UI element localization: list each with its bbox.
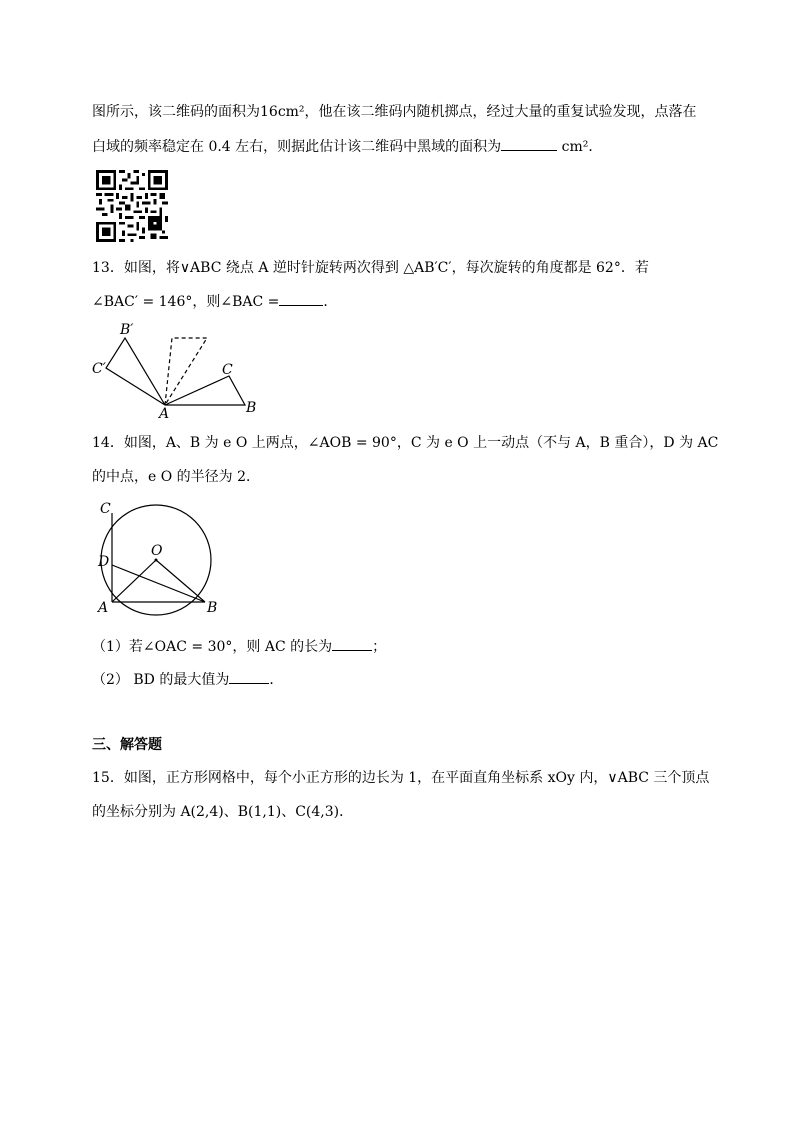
segment-OB	[156, 560, 205, 602]
q15-line2: 的坐标分别为 A(2,4)、B(1,1)、C(4,3)．	[92, 804, 354, 820]
q13-rotation-figure	[88, 318, 278, 418]
q13-line2-end: ．	[323, 294, 338, 310]
q14-part2-text: （2） BD 的最大值为	[92, 672, 230, 688]
segment-DB	[112, 565, 205, 602]
label-B: B	[207, 600, 218, 616]
answer-blank	[501, 138, 557, 151]
q13-line2-text: ∠BAC′ = 146°，则∠BAC =	[92, 294, 280, 310]
q14-part2	[92, 670, 283, 690]
answer-blank	[229, 671, 269, 684]
q12-line2-text: 白域的频率稳定在 0.4 左右，则据此估计该二维码中黑域的面积为	[92, 139, 502, 155]
label-O: O	[151, 543, 163, 559]
label-B-prime: B′	[120, 322, 134, 338]
q14-line1: 14．如图，A、B 为 e O 上两点，∠AOB = 90°，C 为 e O 上一动点（不与 A，B 重合），D 为 AC	[92, 435, 719, 451]
q14-circle-figure	[90, 498, 230, 618]
q15-line1: 15．如图，正方形网格中，每个小正方形的边长为 1，在平面直角坐标系 xOy 内，∨ABC 三个顶点	[92, 770, 710, 786]
answer-blank	[332, 638, 372, 651]
q13-line2	[92, 292, 337, 312]
q12-line1: 图所示，该二维码的面积为16cm²，他在该二维码内随机掷点，经过大量的重复试验发现，点落在	[92, 104, 697, 120]
answer-blank	[279, 293, 323, 306]
label-A: A	[159, 406, 170, 418]
q14-part2-end: ．	[269, 672, 284, 688]
qr-code-image	[96, 170, 168, 242]
section-title: 三、解答题	[92, 737, 162, 753]
label-B: B	[246, 400, 257, 416]
triangle-AB1C1	[106, 338, 165, 405]
q14-line2: 的中点，e O 的半径为 2．	[92, 469, 261, 485]
label-C-prime: C′	[92, 361, 106, 377]
q14-part1-text: （1）若∠OAC = 30°，则 AC 的长为	[92, 639, 333, 655]
label-C: C	[222, 362, 233, 378]
label-A: A	[98, 600, 109, 616]
q14-part1-end: ；	[372, 639, 387, 655]
q14-part1	[92, 637, 386, 657]
segment-AO	[112, 560, 156, 602]
label-D: D	[98, 554, 110, 570]
q13-line1: 13．如图，将∨ABC 绕点 A 逆时针旋转两次得到 △AB′C′，每次旋转的角度都是 62°．若	[92, 260, 649, 276]
label-C: C	[100, 501, 111, 517]
q12-line2-unit: cm²．	[561, 139, 603, 155]
triangle-ABC	[165, 376, 245, 405]
q12-line2	[92, 137, 602, 157]
